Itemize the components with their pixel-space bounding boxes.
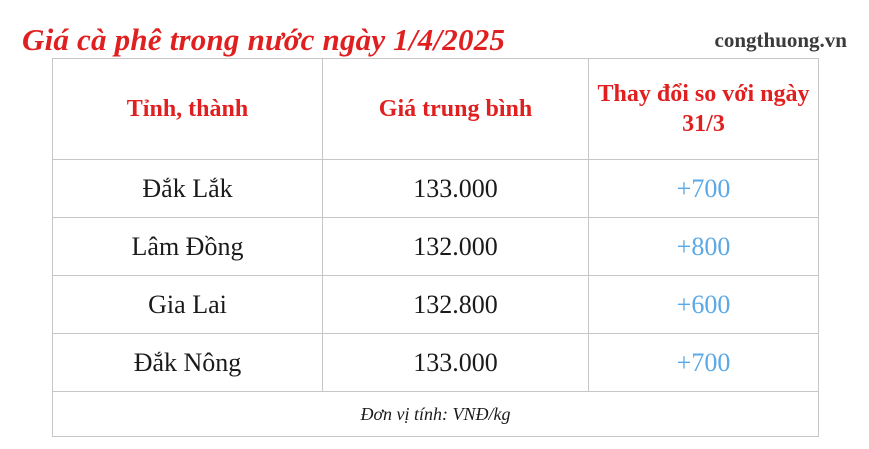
coffee-price-table xyxy=(52,58,819,437)
cell-province: Đắk Nông xyxy=(53,334,323,392)
cell-province: Đắk Lắk xyxy=(53,160,323,218)
cell-province: Lâm Đồng xyxy=(53,218,323,276)
cell-price: 132.000 xyxy=(323,218,589,276)
table-row xyxy=(53,276,819,334)
cell-change: +700 xyxy=(589,160,819,218)
column-header-change: Thay đổi so với ngày 31/3 xyxy=(589,59,819,160)
cell-change: +800 xyxy=(589,218,819,276)
column-header-average-price: Giá trung bình xyxy=(323,59,589,160)
table-footer-row xyxy=(53,392,819,437)
page-title: Giá cà phê trong nước ngày 1/4/2025 xyxy=(22,22,506,57)
cell-change: +600 xyxy=(589,276,819,334)
column-header-province: Tỉnh, thành xyxy=(53,59,323,160)
table-row xyxy=(53,218,819,276)
table-row xyxy=(53,334,819,392)
cell-change: +700 xyxy=(589,334,819,392)
table-row xyxy=(53,160,819,218)
cell-price: 133.000 xyxy=(323,334,589,392)
brand-watermark: congthuong.vn xyxy=(714,28,847,52)
cell-province: Gia Lai xyxy=(53,276,323,334)
cell-price: 133.000 xyxy=(323,160,589,218)
table-header-row xyxy=(53,59,819,160)
cell-price: 132.800 xyxy=(323,276,589,334)
document-header xyxy=(0,0,869,58)
unit-note: Đơn vị tính: VNĐ/kg xyxy=(53,392,819,437)
